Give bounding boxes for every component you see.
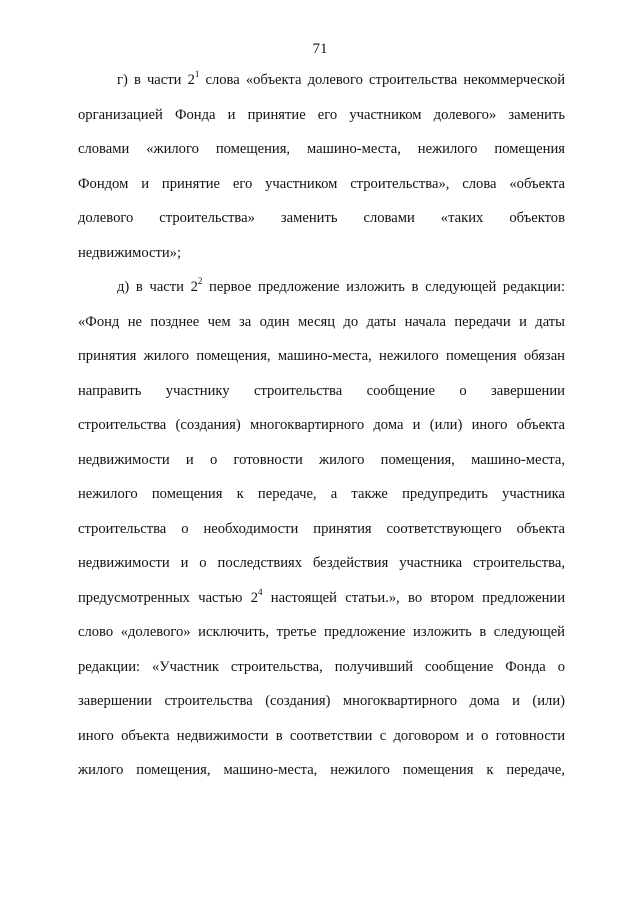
text-line: иного объекта недвижимости в соответствии с договором и о готовности xyxy=(78,727,565,744)
text-line: недвижимости и о готовности жилого помещения, машино-места, xyxy=(78,451,565,468)
text-line: словами «жилого помещения, машино-места, нежилого помещения xyxy=(78,141,565,157)
text-line: редакции: «Участник строительства, получивший сообщение Фонда о xyxy=(78,658,565,675)
text-line: нежилого помещения к передаче, а также предупредить участника xyxy=(78,486,565,502)
paragraph-item-d xyxy=(78,275,565,793)
text-line: завершении строительства (создания) многоквартирного дома и (или) xyxy=(78,693,565,709)
text-line: жилого помещения, машино-места, нежилого помещения к передаче, xyxy=(78,762,565,778)
text-line: д) в части $2^2$ первое предложение изложить в следующей редакции: xyxy=(117,276,565,295)
text-line: принятия жилого помещения, машино-места, нежилого помещения обязан xyxy=(78,348,565,364)
text-line: недвижимости и о последствиях бездействия участника строительства, xyxy=(78,555,565,571)
text-line: строительства о необходимости принятия соответствующего объекта xyxy=(78,520,565,537)
text-line: организацией Фонда и принятие его участником долевого» заменить xyxy=(78,106,565,123)
text-line: строительства (создания) многоквартирного дома и (или) иного объекта xyxy=(78,417,565,433)
text-line: г) в части $2^1$ слова «объекта долевого строительства некоммерческой xyxy=(117,69,566,88)
text-line: Фондом и принятие его участником строительства», слова «объекта xyxy=(78,175,565,192)
text-line: долевого строительства» заменить словами «таких объектов xyxy=(78,210,565,226)
text-line: недвижимости»; xyxy=(78,244,182,261)
text-line: направить участнику строительства сообщение о завершении xyxy=(78,382,565,399)
text-line: «Фонд не позднее чем за один месяц до даты начала передачи и даты xyxy=(78,313,565,330)
paragraph-item-g xyxy=(78,68,565,275)
text-line: предусмотренных частью $2^4$ настоящей статьи.», во втором предложении xyxy=(78,586,566,606)
page-number: 71 xyxy=(312,41,328,57)
text-line: слово «долевого» исключить, третье предложение изложить в следующей xyxy=(78,624,565,640)
